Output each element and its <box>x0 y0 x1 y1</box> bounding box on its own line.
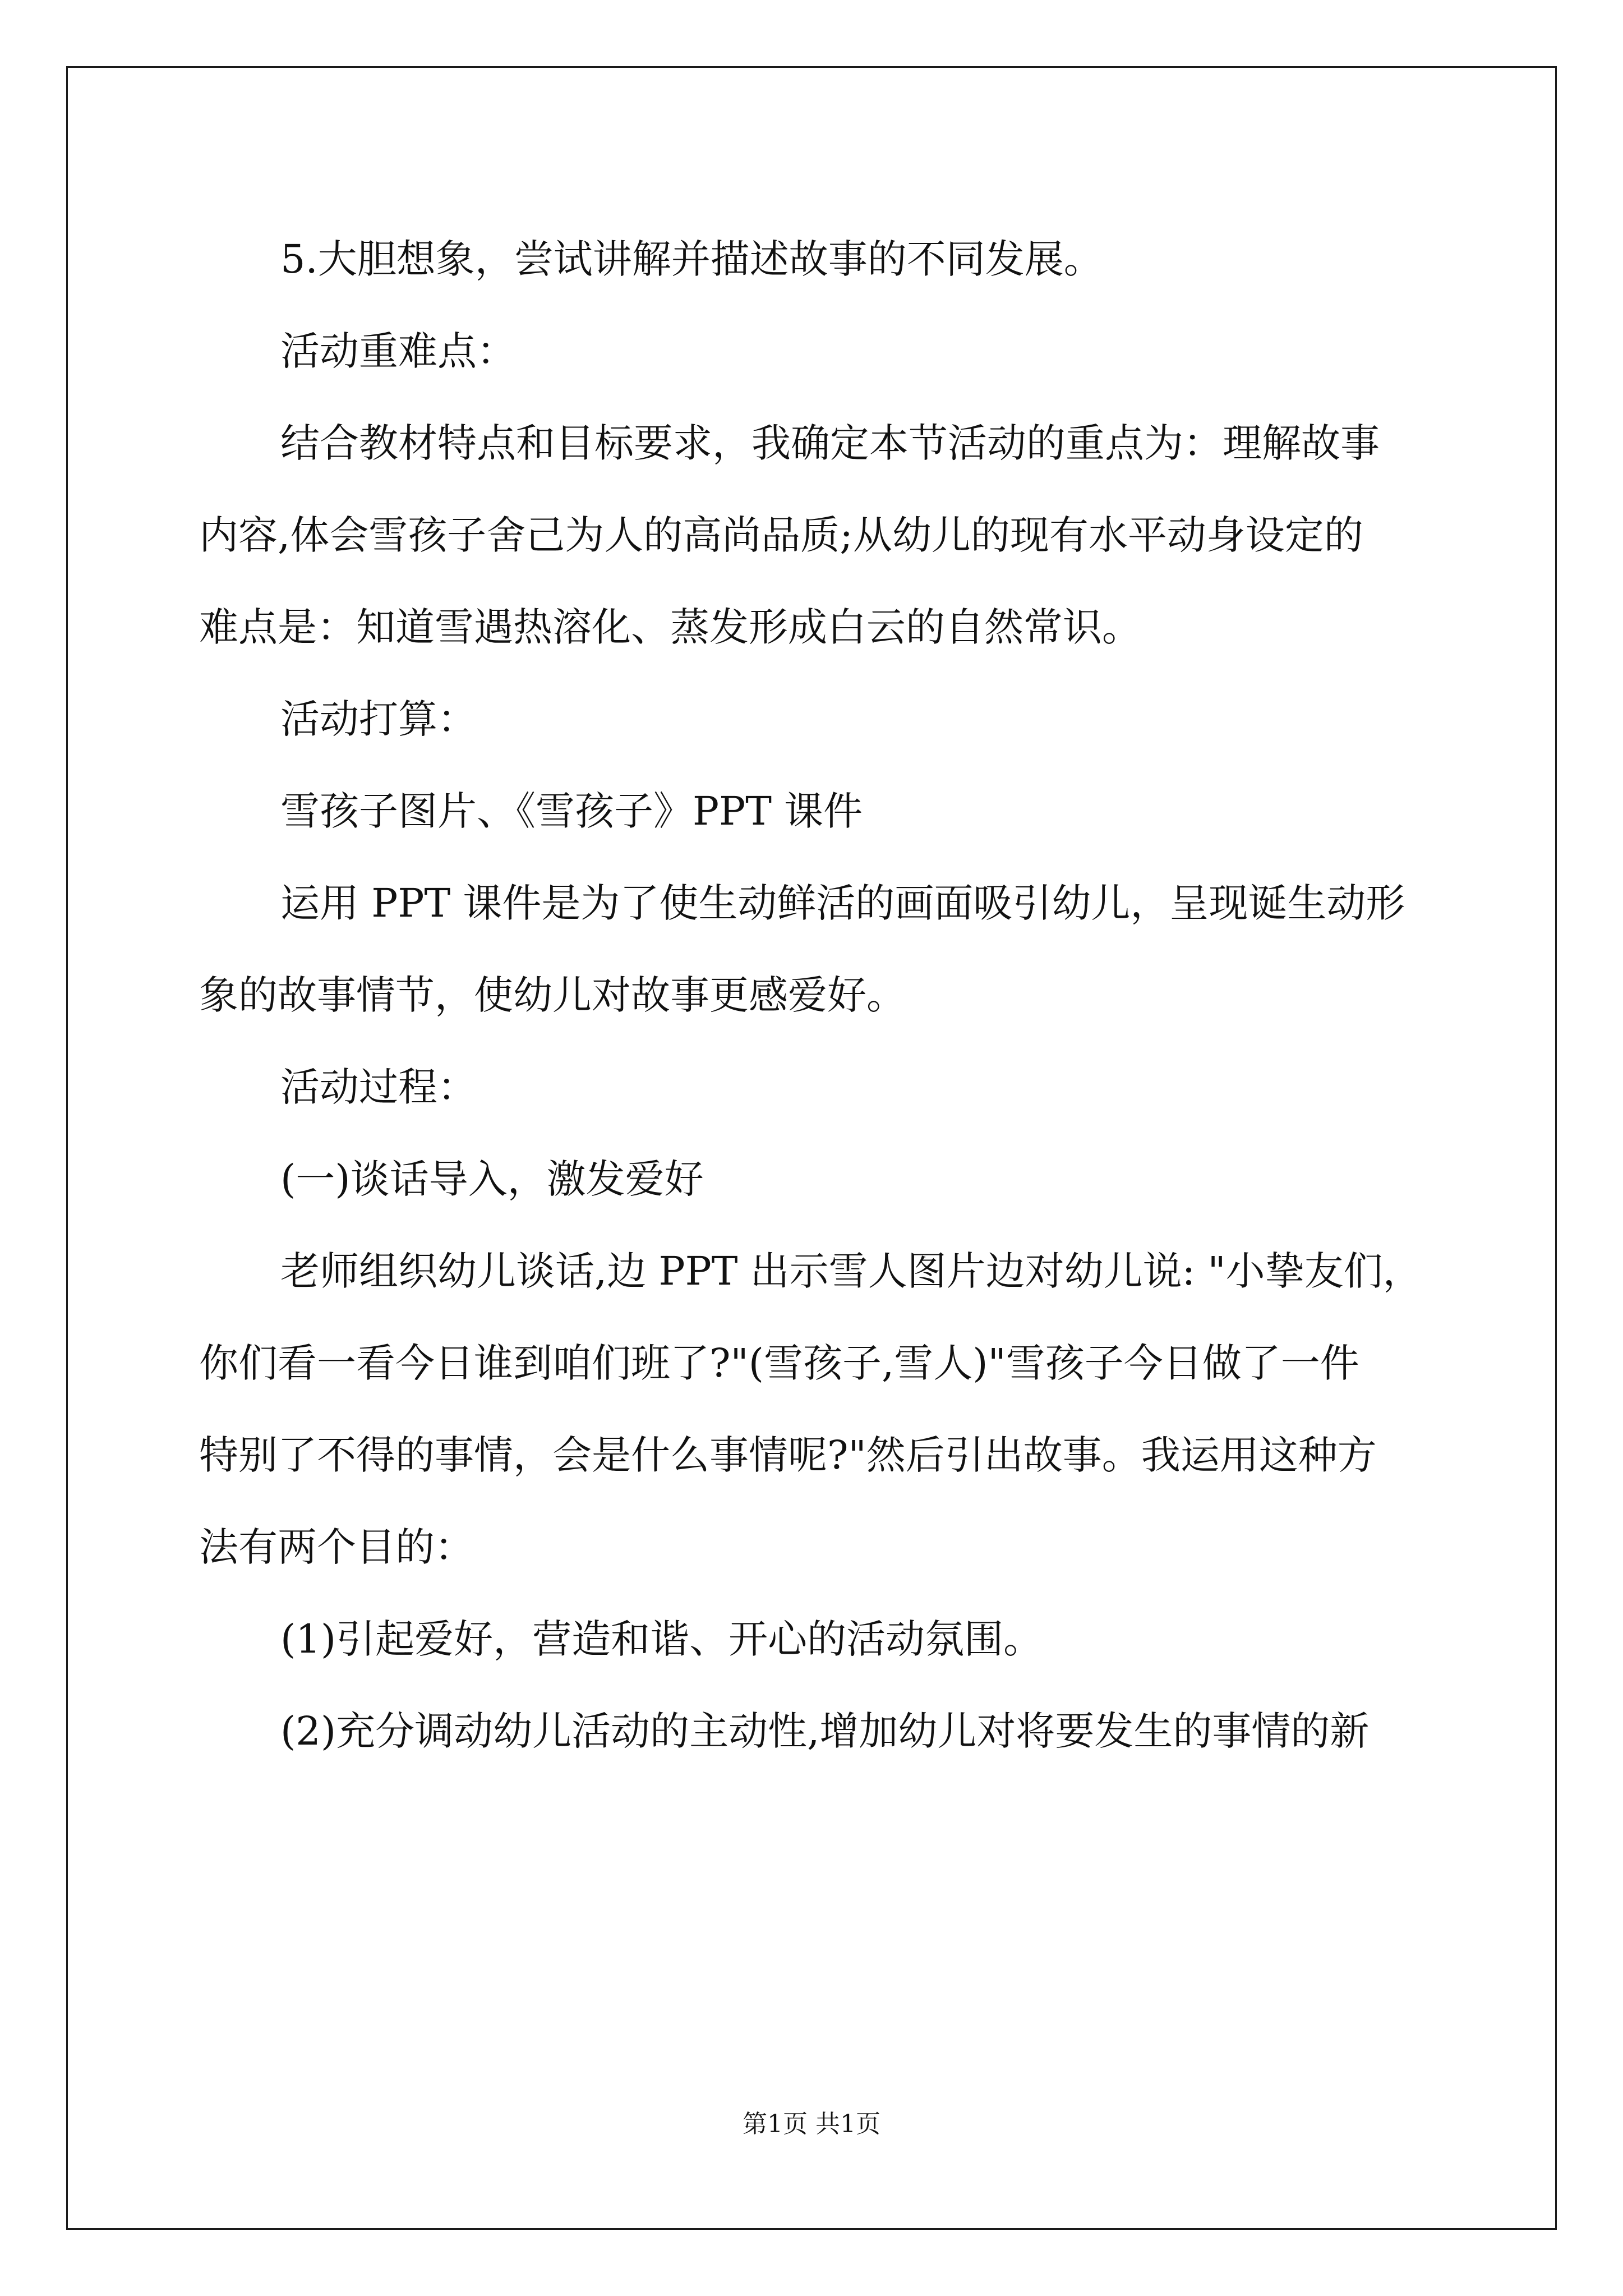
list-item: (1)引起爱好，营造和谐、开心的活动氛围。 <box>280 1616 1043 1662</box>
text-line: 老师组织幼儿谈话,边 PPT 出示雪人图片边对幼儿说: "小挚友们， <box>280 1248 1422 1294</box>
text-line: 运用 PPT 课件是为了使生动鲜活的画面吸引幼儿，呈现诞生动形 <box>280 880 1405 926</box>
section-heading: 活动过程： <box>280 1064 477 1110</box>
text-line: 象的故事情节，使幼儿对故事更感爱好。 <box>199 972 906 1018</box>
text-line: 结合教材特点和目标要求，我确定本节活动的重点为：理解故事 <box>280 420 1380 466</box>
text-line: 你们看一看今日谁到咱们班了?"(雪孩子,雪人)"雪孩子今日做了一件 <box>199 1340 1359 1386</box>
text-line: 雪孩子图片、《雪孩子》PPT 课件 <box>280 788 863 834</box>
text-line: 难点是：知道雪遇热溶化、蒸发形成白云的自然常识。 <box>199 604 1141 650</box>
document-body <box>199 213 1438 1777</box>
text-line: 内容,体会雪孩子舍己为人的高尚品质;从幼儿的现有水平动身设定的 <box>199 512 1363 558</box>
page-number-footer: 第1页 共1页 <box>743 2110 880 2138</box>
section-heading: 活动重难点： <box>280 328 516 374</box>
list-item: (2)充分调动幼儿活动的主动性,增加幼儿对将要发生的事情的新 <box>280 1708 1370 1754</box>
section-heading: 活动打算： <box>280 696 477 742</box>
text-line: 法有两个目的： <box>199 1524 474 1570</box>
text-line: 5.大胆想象，尝试讲解并描述故事的不同发展。 <box>280 236 1103 282</box>
text-line: 特别了不得的事情，会是什么事情呢?"然后引出故事。我运用这种方 <box>199 1432 1377 1478</box>
subsection-heading: (一)谈话导入，激发爱好 <box>280 1156 704 1202</box>
